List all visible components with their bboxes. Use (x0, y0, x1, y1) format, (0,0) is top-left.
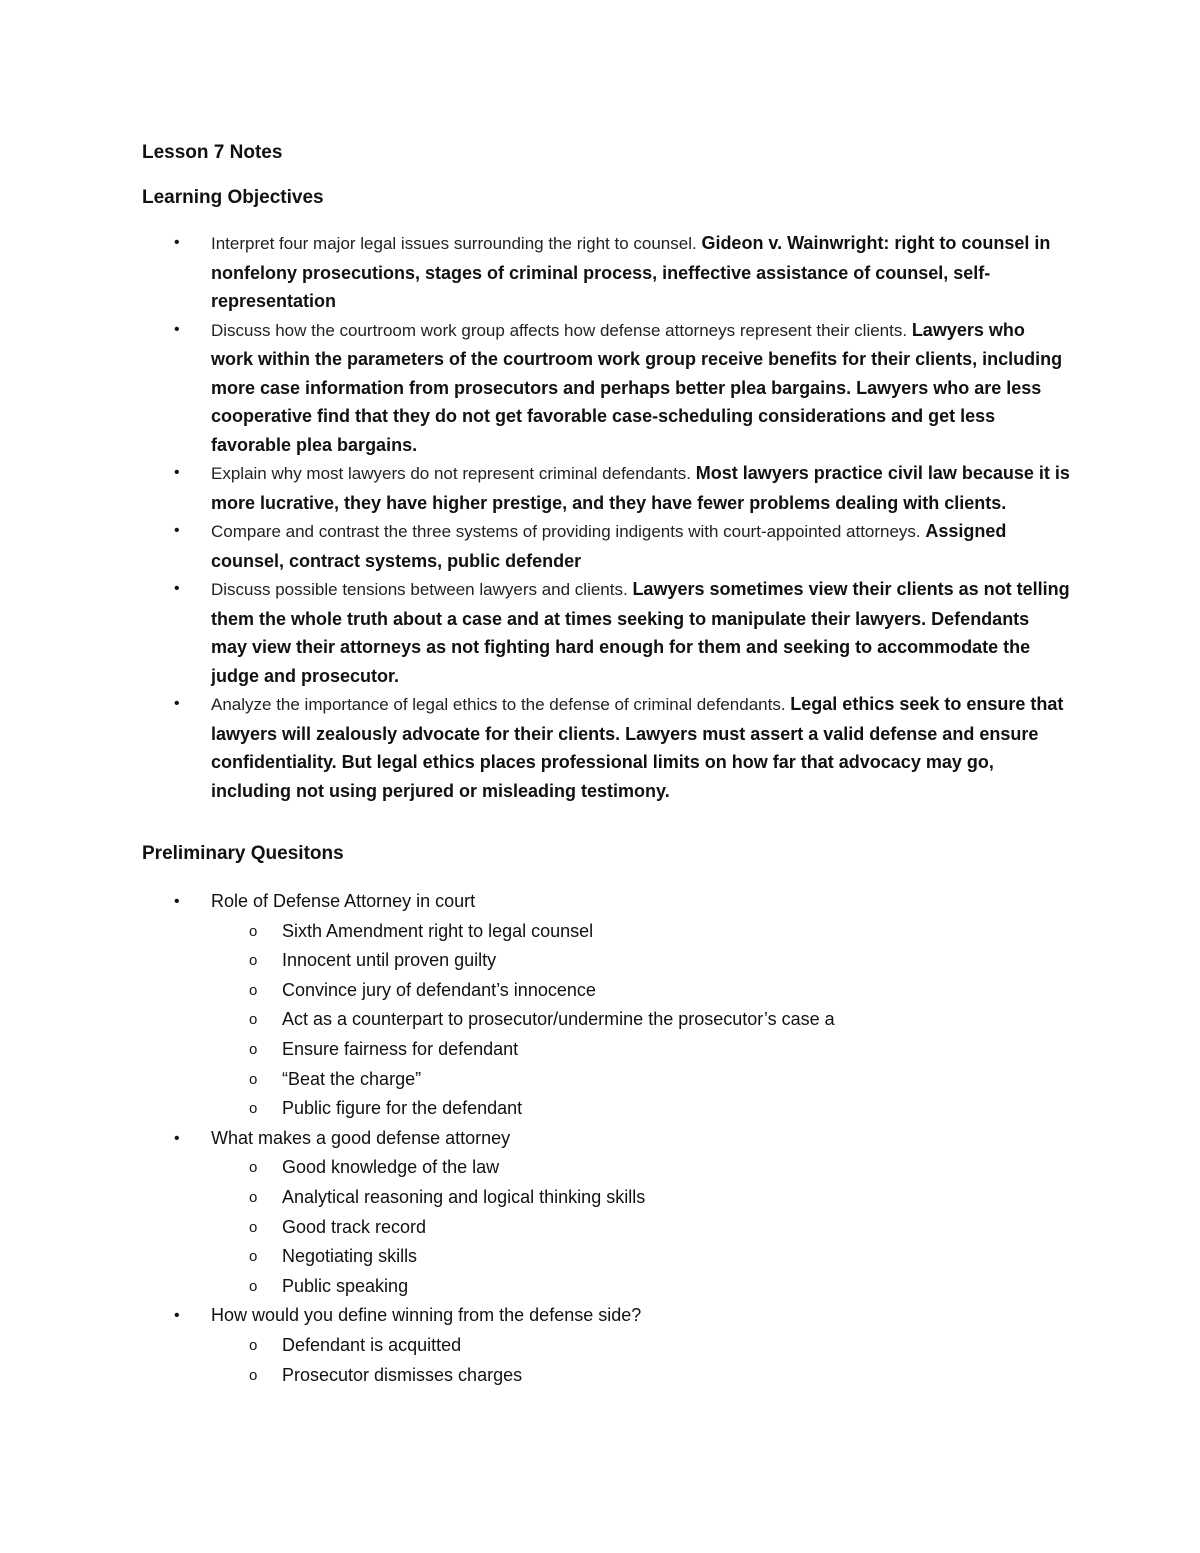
heading-preliminary-questions: Preliminary Quesitons (142, 843, 344, 864)
bullet-icon: • (174, 893, 180, 910)
bullet-icon: • (174, 580, 180, 597)
objective-text: Analyze the importance of legal ethics to the defense of criminal defendants. (211, 695, 791, 714)
list-item (0, 690, 1200, 805)
circle-bullet-icon: o (249, 1159, 258, 1177)
preliminary-questions-list (0, 887, 1200, 1390)
circle-bullet-icon: o (249, 1040, 258, 1058)
objective-answer: Legal ethics seek to ensure that lawyers will zealously advocate for their clients. Lawyers must assert a valid defense and ensure confidentiality. But legal ethics places professional limits on how far that advocacy may go, including not using perjured or misleading testimony. (211, 694, 1064, 801)
list-item (0, 1301, 1200, 1390)
sub-item-text: Innocent until proven guilty (282, 950, 497, 971)
sub-item-text: Sixth Amendment right to legal counsel (282, 920, 594, 941)
objective-answer: Lawyers who work within the parameters of the courtroom work group receive benefits for their clients, including more case information from prosecutors and perhaps better plea bargains. Lawyers who are less cooperative find that they do not get favorable case-scheduling considerations and get less favorable plea bargains. (211, 319, 1063, 455)
question-label: What makes a good defense attorney (211, 1127, 511, 1148)
objective-answer: Most lawyers practice civil law because it is more lucrative, they have higher prestige, and they have fewer problems dealing with clients. (211, 463, 1070, 513)
objective-answer: Lawyers sometimes view their clients as not telling them the whole truth about a case and at times seeking to manipulate their lawyers. Defendants may view their attorneys as not fighting hard enough for them and seeking to accommodate the judge and prosecutor. (211, 579, 1070, 686)
sub-list-item (211, 1005, 1200, 1035)
list-item (0, 459, 1200, 517)
sub-list-item (211, 1094, 1200, 1124)
circle-bullet-icon: o (249, 1277, 258, 1295)
bullet-icon: • (174, 464, 180, 481)
objective-answer: Assigned counsel, contract systems, public defender (211, 521, 1007, 571)
list-item (0, 316, 1200, 460)
circle-bullet-icon: o (249, 1070, 258, 1088)
question-label: Role of Defense Attorney in court (211, 891, 476, 911)
objective-text: Discuss how the courtroom work group affects how defense attorneys represent their clients. (211, 320, 912, 340)
sub-list-item (211, 917, 1200, 947)
objective-text: Compare and contrast the three systems of providing indigents with court-appointed attorneys. (211, 522, 926, 541)
circle-bullet-icon: o (249, 1100, 258, 1118)
bullet-icon: • (174, 1307, 180, 1325)
sub-item-text: “Beat the charge” (282, 1068, 422, 1089)
circle-bullet-icon: o (249, 1248, 258, 1266)
heading-learning-objectives: Learning Objectives (142, 187, 324, 208)
sub-list-item (211, 1242, 1200, 1272)
circle-bullet-icon: o (249, 1336, 258, 1354)
list-item (0, 229, 1200, 316)
sub-list-item (211, 1331, 1200, 1361)
objective-text: Discuss possible tensions between lawyers and clients. (211, 580, 633, 599)
document-title: Lesson 7 Notes (142, 142, 283, 163)
sub-list (211, 1153, 1200, 1301)
sub-item-text: Good knowledge of the law (282, 1157, 500, 1178)
bullet-icon: • (174, 320, 180, 338)
sub-item-text: Public speaking (282, 1275, 409, 1296)
sub-list-item (211, 1272, 1200, 1302)
list-item (0, 1124, 1200, 1302)
circle-bullet-icon: o (249, 952, 258, 970)
sub-item-text: Defendant is acquitted (282, 1334, 462, 1355)
sub-item-text: Prosecutor dismisses charges (282, 1364, 523, 1385)
sub-item-text: Convince jury of defendant’s innocence (282, 979, 596, 1000)
circle-bullet-icon: o (249, 1366, 258, 1384)
sub-list (211, 917, 1200, 1124)
sub-list-item (211, 1065, 1200, 1095)
bullet-icon: • (174, 1129, 180, 1147)
circle-bullet-icon: o (249, 981, 258, 999)
objective-text: Interpret four major legal issues surrounding the right to counsel. (211, 234, 702, 253)
sub-item-text: Negotiating skills (282, 1246, 418, 1267)
bullet-icon: • (174, 234, 180, 251)
objective-text: Explain why most lawyers do not represent criminal defendants. (211, 464, 696, 483)
sub-list-item (211, 1213, 1200, 1243)
objective-answer: Gideon v. Wainwright: right to counsel in nonfelony prosecutions, stages of criminal process, ineffective assistance of counsel, self-representation (211, 233, 1051, 311)
list-item (0, 575, 1200, 690)
sub-list-item (211, 1153, 1200, 1183)
sub-list-item (211, 1183, 1200, 1213)
sub-list-item (211, 946, 1200, 976)
list-item (0, 887, 1200, 1124)
circle-bullet-icon: o (249, 1218, 258, 1236)
sub-list (211, 1331, 1200, 1390)
circle-bullet-icon: o (249, 1011, 258, 1029)
sub-list-item (211, 1361, 1200, 1391)
question-label: How would you define winning from the defense side? (211, 1305, 642, 1326)
learning-objectives-list (0, 229, 1200, 805)
sub-item-text: Analytical reasoning and logical thinking skills (282, 1186, 646, 1207)
circle-bullet-icon: o (249, 1188, 258, 1206)
sub-item-text: Public figure for the defendant (282, 1098, 523, 1119)
sub-list-item (211, 976, 1200, 1006)
sub-list-item (211, 1035, 1200, 1065)
sub-item-text: Ensure fairness for defendant (282, 1038, 519, 1059)
bullet-icon: • (174, 695, 180, 712)
sub-item-text: Good track record (282, 1216, 427, 1237)
bullet-icon: • (174, 522, 180, 539)
sub-item-text: Act as a counterpart to prosecutor/undermine the prosecutor’s case a (282, 1009, 835, 1030)
list-item (0, 517, 1200, 575)
circle-bullet-icon: o (249, 922, 258, 940)
